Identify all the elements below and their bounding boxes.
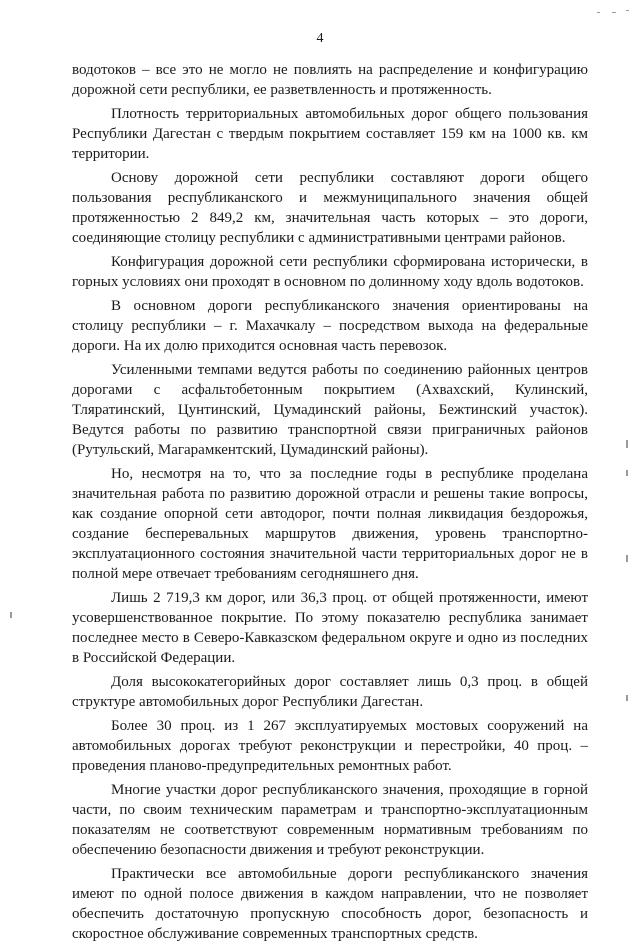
paragraph: водотоков – все это не могло не повлиять на распределение и конфигурацию дорожной сети республики, ее разветвленность и протяженность. [72, 62, 588, 98]
scan-speck [626, 695, 628, 701]
paragraph: Лишь 2 719,3 км дорог, или 36,3 проц. от общей протяженности, имеют усовершенствованное покрытие. По этому показателю республика занимает последнее место в Северо-Кавказском федеральном округе и одно из последних в Российской Федерации. [72, 590, 588, 666]
paragraph: Плотность территориальных автомобильных дорог общего пользования Республики Дагестан с твердым покрытием составляет 159 км на 1000 кв. км территории. [72, 106, 588, 162]
scan-speck [626, 555, 628, 562]
paragraph: Многие участки дорог республиканского значения, проходящие в горной части, по своим техническим параметрам и транспортно-эксплуатационным показателям не соответствуют современным нормативным требованиям по обеспечению безопасности движения и требуют реконструкции. [72, 782, 588, 858]
scan-speck [626, 10, 629, 11]
paragraph: Конфигурация дорожной сети республики сформирована исторически, в горных условиях они проходят в основном по долинному ходу вдоль водотоков. [72, 254, 588, 290]
paragraph: Доля высококатегорийных дорог составляет лишь 0,3 проц. в общей структуре автомобильных дорог Республики Дагестан. [72, 674, 588, 710]
scan-speck [612, 12, 616, 13]
page-number: 4 [316, 31, 324, 46]
paragraph: Основу дорожной сети республики составляют дороги общего пользования республиканского и межмуниципального значения общей протяженностью 2 849,2 км, значительная часть которых – это дороги, соединяющие столицу республики с административными центрами районов. [72, 170, 588, 246]
paragraph: Практически все автомобильные дороги республиканского значения имеют по одной полосе движения в каждом направлении, что не позволяет обеспечить достаточную пропускную способность дорог, безопасность и скоростное обслуживание современных транспортных средств. [72, 866, 588, 942]
scan-speck [10, 612, 12, 618]
paragraph: В основном дороги республиканского значения ориентированы на столицу республики – г. Махачкалу – посредством выхода на федеральные дороги. На их долю приходится основная часть перевозок. [72, 298, 588, 354]
scan-speck [626, 470, 628, 476]
paragraph: Но, несмотря на то, что за последние годы в республике проделана значительная работа по развитию дорожной отрасли и решены такие вопросы, как создание опорной сети автодорог, почти полная ликвидация бездорожья, создание беспеpевальных маршрутов движения, уровень транспортно-эксплуатационного состояния значительной части территориальных дорог не в полной мере отвечает требованиям сегодняшнего дня. [72, 466, 588, 582]
document-body [72, 60, 588, 948]
scan-speck [597, 12, 600, 13]
paragraph: Усиленными темпами ведутся работы по соединению районных центров дорогами с асфальтобетонным покрытием (Ахвахский, Кулинский, Тляратинский, Цунтинский, Цумадинский районы, Бежтинский участок). Ведутся работы по развитию транспортной связи приграничных районов (Рутульский, Магарамкентский, Цумадинский районы). [72, 362, 588, 458]
paragraph: Более 30 проц. из 1 267 эксплуатируемых мостовых сооружений на автомобильных дорогах требуют реконструкции и перестройки, 40 проц. – проведения планово-предупредительных ремонтных работ. [72, 718, 588, 774]
scan-speck [626, 440, 628, 448]
